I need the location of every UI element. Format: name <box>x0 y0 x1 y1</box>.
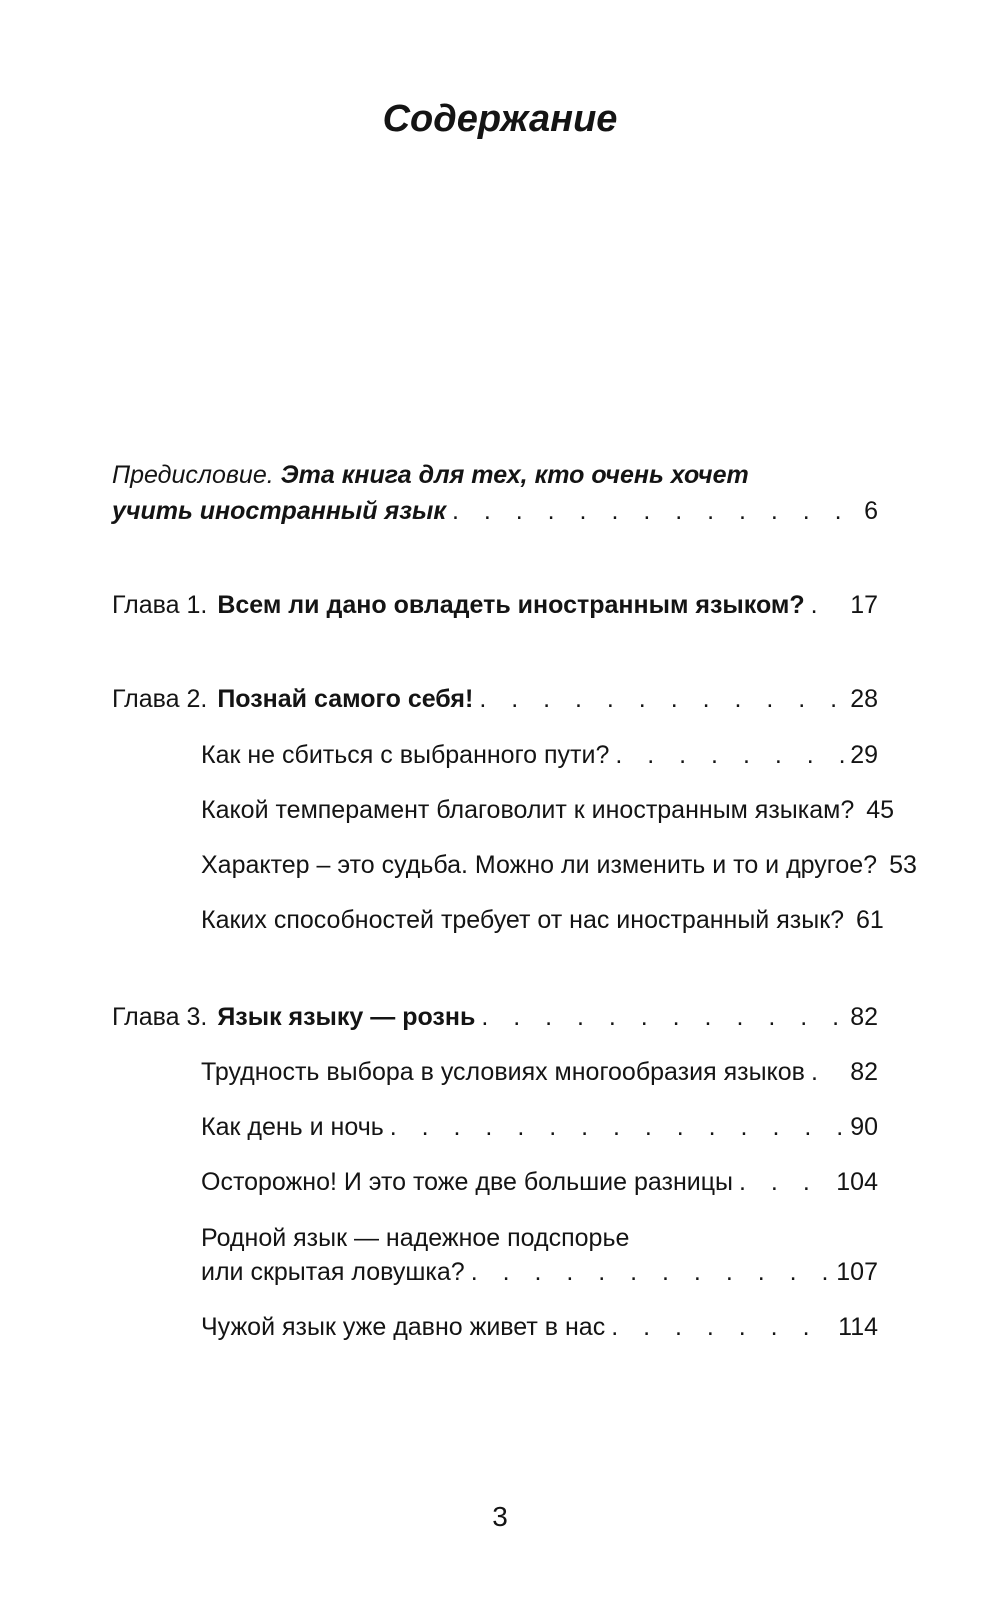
chapter-2-page: 28 <box>850 685 878 713</box>
dot-leader <box>739 1165 830 1199</box>
chapter-3-page: 82 <box>850 1003 878 1031</box>
section-page: 104 <box>836 1168 878 1196</box>
chapter-3-label: Глава 3. <box>112 1003 208 1031</box>
dot-leader <box>479 682 844 716</box>
page-number: 3 <box>492 1501 508 1532</box>
chapter-1-page: 17 <box>850 591 878 619</box>
dot-leader <box>390 1110 844 1144</box>
chapter-2-title: Познай самого себя! <box>217 685 474 713</box>
toc-entry-section <box>201 1310 878 1344</box>
dot-leader <box>452 494 846 528</box>
section-title-line1: Родной язык — надежное подспорье <box>201 1224 630 1252</box>
section-page: 53 <box>889 851 917 879</box>
toc-entry-section <box>201 903 884 937</box>
preface-title-line2: учить иностранный язык <box>112 497 446 525</box>
section-title: Чужой язык уже давно живет в нас <box>201 1313 606 1341</box>
toc-entry-chapter-3 <box>112 1000 878 1034</box>
dot-leader <box>811 588 845 622</box>
chapter-1-title: Всем ли дано овладеть иностранным языком? <box>217 591 805 619</box>
section-title: Какой темперамент благоволит к иностранным языкам? <box>201 796 855 824</box>
toc-entry-section <box>201 1165 878 1199</box>
toc-entry-section-line1 <box>201 1221 878 1255</box>
dot-leader <box>611 1310 832 1344</box>
chapter-3-title: Язык языку — рознь <box>217 1003 476 1031</box>
section-title: Трудность выбора в условиях многообразия языков <box>201 1058 805 1086</box>
section-page: 107 <box>836 1258 878 1286</box>
chapter-1-label: Глава 1. <box>112 591 208 619</box>
section-page: 82 <box>850 1058 878 1086</box>
section-title: Как не сбиться с выбранного пути? <box>201 741 610 769</box>
section-page: 90 <box>850 1113 878 1141</box>
toc-entry-section <box>201 1110 878 1144</box>
toc-entry-section <box>201 848 917 882</box>
section-title-line2: или скрытая ловушка? <box>201 1258 465 1286</box>
section-page: 29 <box>850 741 878 769</box>
chapter-2-label: Глава 2. <box>112 685 208 713</box>
toc-entry-section <box>201 793 895 827</box>
toc-entry-chapter-2 <box>112 682 878 716</box>
page-title: Содержание <box>382 98 618 140</box>
dot-leader <box>811 1055 844 1089</box>
preface-title-line1: Эта книга для тех, кто очень хочет <box>280 461 749 489</box>
section-page: 45 <box>866 796 895 824</box>
toc-entry-preface-line2 <box>112 494 878 528</box>
toc-entry-section <box>201 1055 878 1089</box>
toc-entry-section-line2 <box>201 1255 878 1289</box>
section-title: Характер – это судьба. Можно ли изменить и то и другое? <box>201 851 878 879</box>
dot-leader <box>471 1255 831 1289</box>
section-page: 61 <box>856 906 884 934</box>
preface-page: 6 <box>864 497 878 525</box>
section-title: Осторожно! И это тоже две большие разницы <box>201 1168 734 1196</box>
dot-leader <box>615 738 844 772</box>
toc-entry-preface-line1 <box>112 458 878 492</box>
dot-leader <box>481 1000 844 1034</box>
toc-entry-chapter-1 <box>112 588 878 622</box>
section-title: Каких способностей требует от нас иностранный язык? <box>201 906 845 934</box>
section-title: Как день и ночь <box>201 1113 384 1141</box>
preface-label: Предисловие. <box>112 461 274 489</box>
section-page: 114 <box>838 1313 878 1341</box>
toc-entry-section <box>201 738 878 772</box>
